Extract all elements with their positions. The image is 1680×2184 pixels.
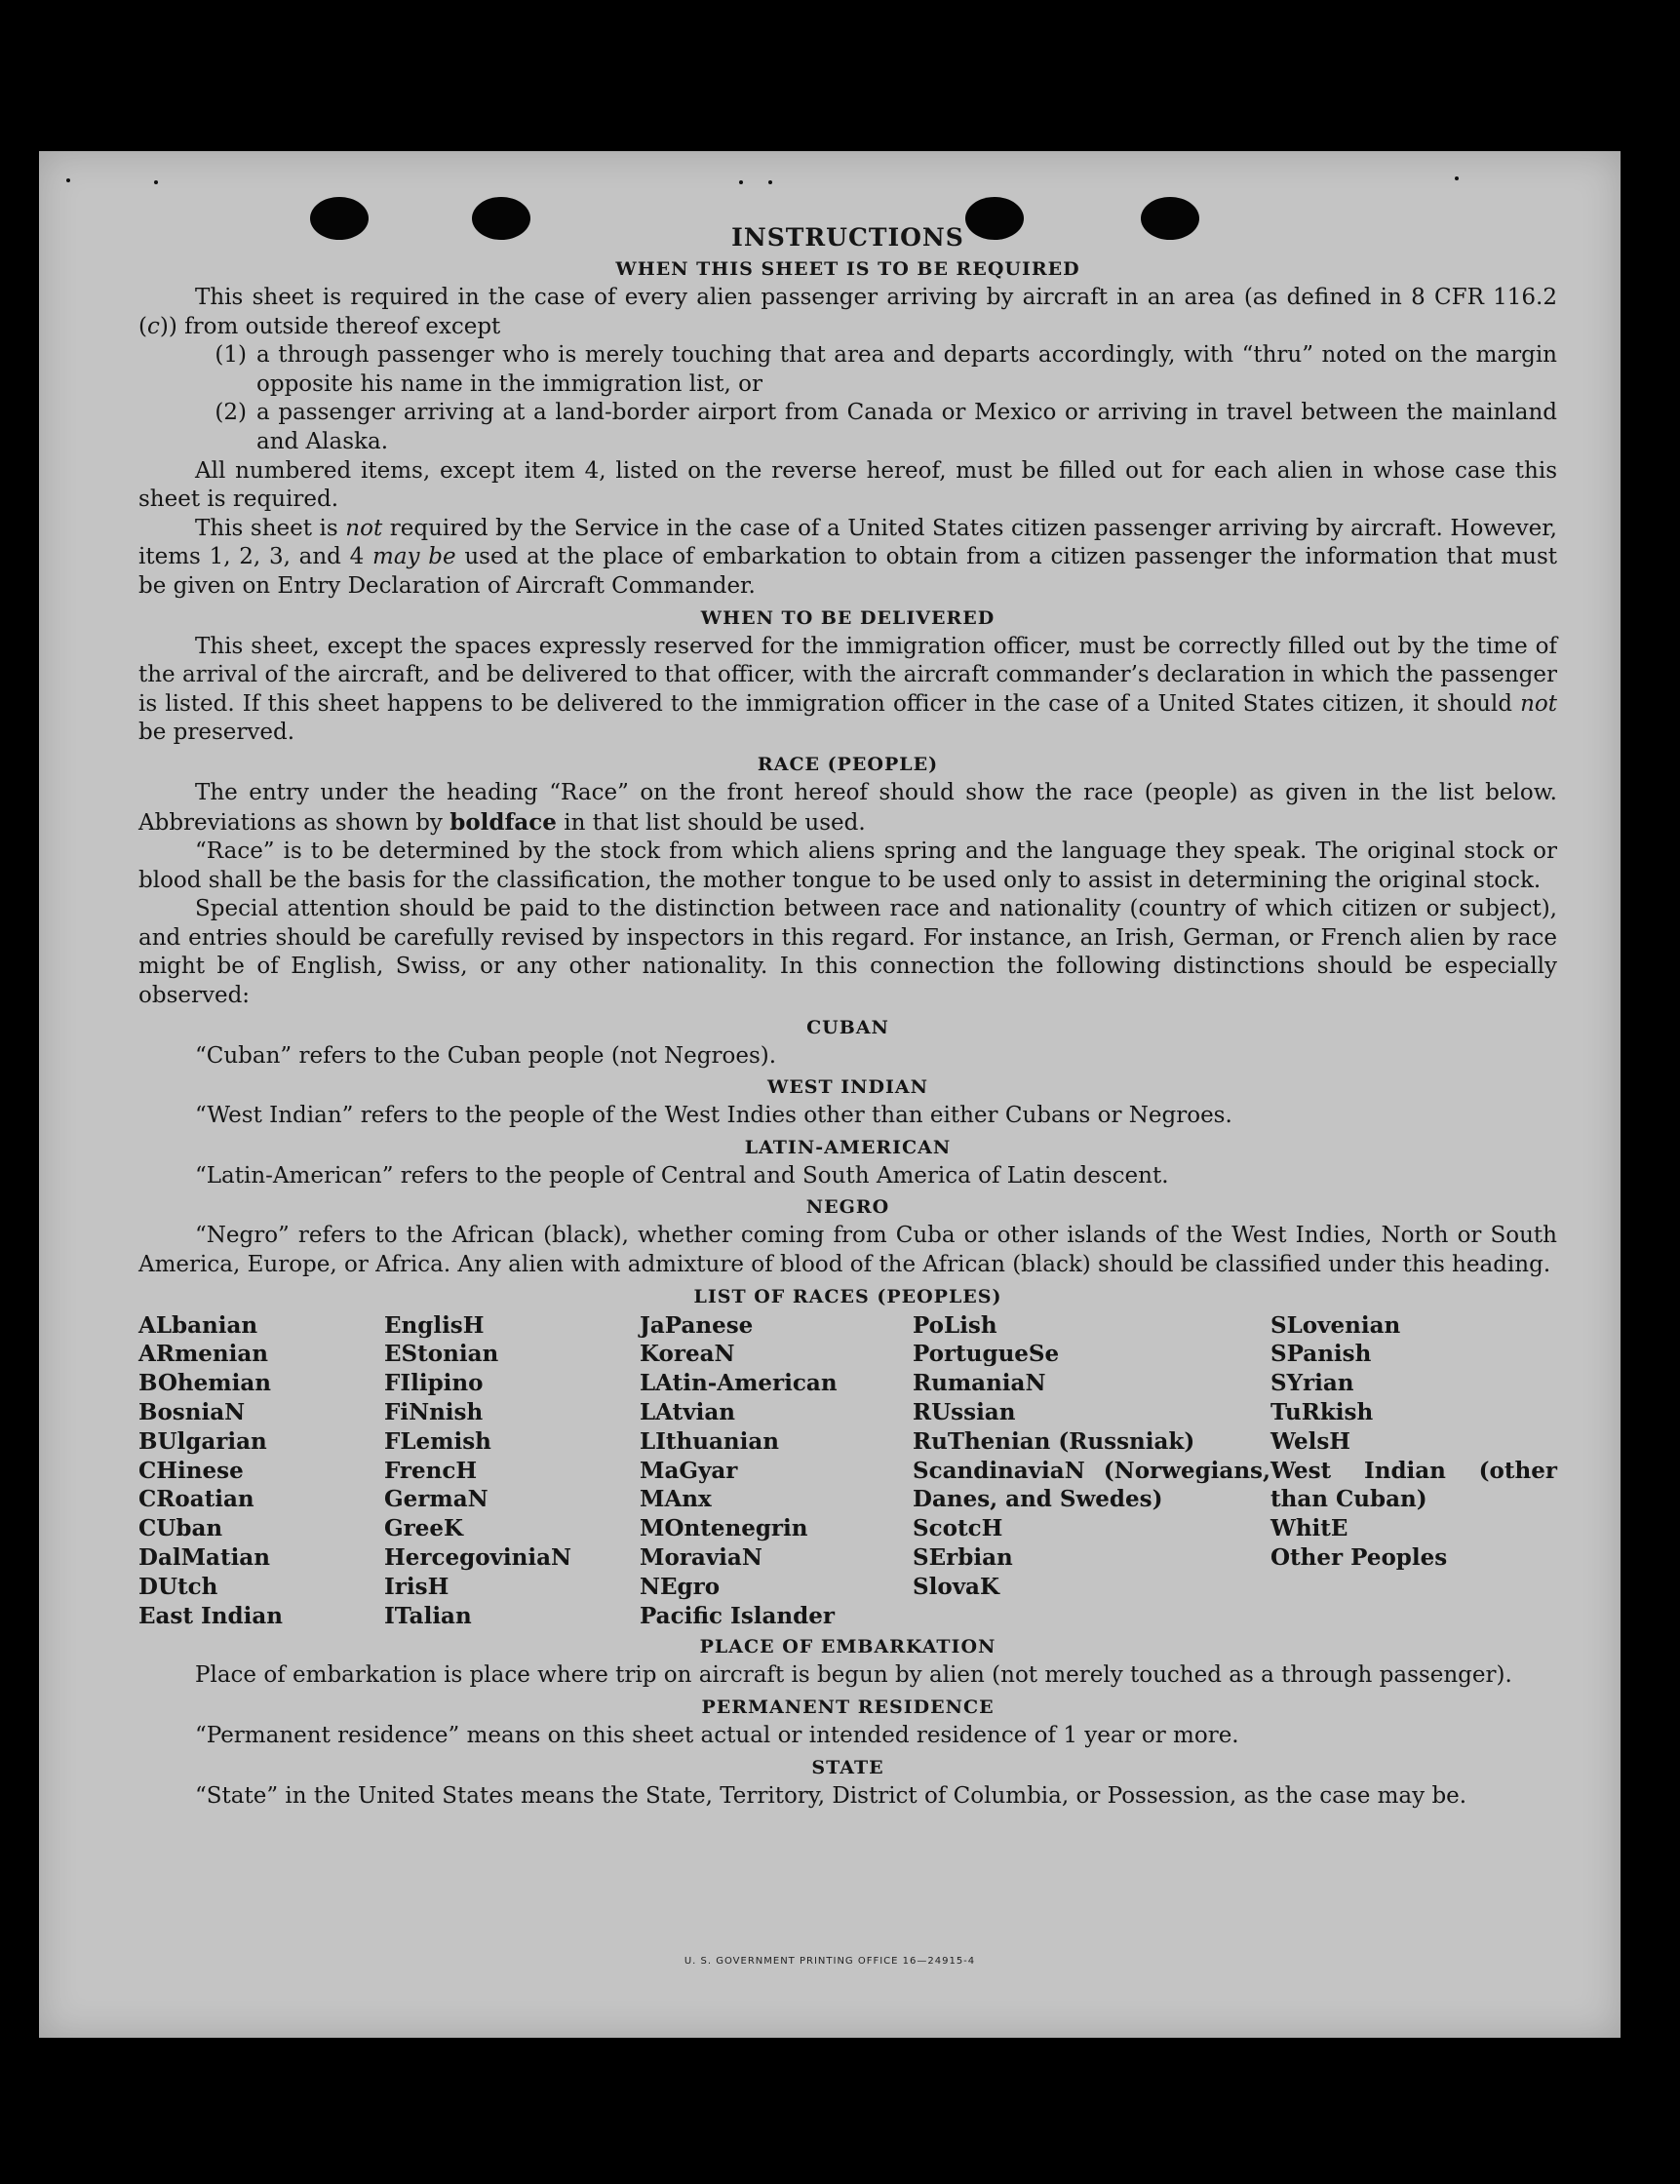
race-entry: FIlipino bbox=[384, 1370, 484, 1397]
speck bbox=[1455, 176, 1459, 180]
race-entry: IrisH bbox=[384, 1573, 449, 1600]
race-entry: BOhemian bbox=[138, 1370, 271, 1397]
paragraph-race-stock: “Race” is to be determined by the stock from which aliens spring and the language they speak. The original stock or blood shall be the basis for the classification, the mother tongue to be used only to assist in determining the original stock. bbox=[138, 838, 1557, 893]
race-entry: ALbanian bbox=[138, 1311, 258, 1339]
race-entry: CHinese bbox=[138, 1457, 244, 1484]
exception-item: (2) a passenger arriving at a land-border airport from Canada or Mexico or arriving in travel between the mainland and Alaska. bbox=[215, 400, 1557, 454]
instructions-text bbox=[138, 223, 1557, 1811]
race-entry: FiNnish bbox=[384, 1399, 484, 1426]
paragraph-citizen: This sheet is not required by the Service in the case of a United States citizen passenger arriving by aircraft. However, items 1, 2, 3, and 4 may be used at the place of embarkation to obtain from a citizen passenger the information that must be given on Entry Declaration of Aircraft Commander. bbox=[138, 515, 1558, 599]
race-entry: HercegoviniaN bbox=[384, 1544, 572, 1571]
paragraph-required: This sheet is required in the case of every alien passenger arriving by aircraft in an area (as defined in 8 CFR 116.2 (c)) from outside thereof except bbox=[138, 285, 1557, 339]
heading-negro: NEGRO bbox=[805, 1196, 890, 1219]
heading-when-delivered: WHEN TO BE DELIVERED bbox=[700, 606, 996, 629]
page-title: INSTRUCTIONS bbox=[731, 223, 964, 252]
race-entry: RumaniaN bbox=[913, 1370, 1046, 1397]
paragraph-embarkation: Place of embarkation is place where trip on aircraft is begun by alien (not merely touched as a through passenger). bbox=[195, 1662, 1512, 1689]
exception-item: (1) a through passenger who is merely touching that area and departs accordingly, with “thru” noted on the margin opposite his name in the immigration list, or bbox=[215, 342, 1557, 397]
race-entry: WhitE bbox=[1270, 1515, 1348, 1542]
heading-residence: PERMANENT RESIDENCE bbox=[701, 1696, 995, 1718]
race-entry: FrencH bbox=[384, 1457, 478, 1484]
speck bbox=[154, 180, 158, 184]
race-entry: ScandinaviaN (Norwegians, Danes, and Swedes) bbox=[913, 1457, 1270, 1513]
race-column bbox=[640, 1311, 913, 1631]
race-entry: MoraviaN bbox=[640, 1544, 762, 1571]
race-entry: GermaN bbox=[384, 1486, 488, 1513]
instruction-sheet bbox=[39, 151, 1621, 2038]
heading-latin-american: LATIN-AMERICAN bbox=[744, 1136, 952, 1158]
paragraph-state: “State” in the United States means the State, Territory, District of Columbia, or Possession, as the case may be. bbox=[195, 1782, 1467, 1809]
race-entry: RuThenian (Russniak) bbox=[913, 1427, 1195, 1455]
race-entry: RUssian bbox=[913, 1399, 1016, 1426]
paragraph-residence: “Permanent residence” means on this sheet actual or intended residence of 1 year or more. bbox=[195, 1722, 1239, 1748]
race-entry: ARmenian bbox=[138, 1341, 269, 1368]
race-entry: GreeK bbox=[384, 1515, 464, 1542]
heading-race: RACE (PEOPLE) bbox=[757, 753, 939, 775]
race-list bbox=[138, 1311, 1557, 1631]
race-entry: MAnx bbox=[640, 1486, 712, 1513]
race-entry: MOntenegrin bbox=[640, 1515, 808, 1542]
race-entry: TuRkish bbox=[1270, 1399, 1374, 1426]
paragraph-delivered: This sheet, except the spaces expressly reserved for the immigration officer, must be correctly filled out by the time of the arrival of the aircraft, and be delivered to that officer, with the aircraft commander’s declaration in which the passenger is listed. If this sheet happens to be delivered to the immigration officer in the case of a United States citizen, it should not be preserved. bbox=[138, 633, 1557, 746]
paragraph-west-indian: “West Indian” refers to the people of the West Indies other than either Cubans or Negroes. bbox=[195, 1103, 1232, 1129]
race-entry: PoLish bbox=[913, 1311, 997, 1339]
race-entry: LIthuanian bbox=[640, 1427, 779, 1455]
race-entry: SlovaK bbox=[913, 1573, 999, 1600]
race-entry: SPanish bbox=[1270, 1341, 1372, 1368]
paragraph-numbered-items: All numbered items, except item 4, listed on the reverse hereof, must be filled out for each alien in whose case this sheet is required. bbox=[138, 457, 1557, 513]
race-entry: East Indian bbox=[138, 1602, 283, 1629]
race-entry: NEgro bbox=[640, 1573, 721, 1600]
race-entry: West Indian (other than Cuban) bbox=[1270, 1457, 1557, 1513]
heading-embarkation: PLACE OF EMBARKATION bbox=[699, 1636, 996, 1658]
race-entry: SYrian bbox=[1270, 1370, 1354, 1397]
race-column bbox=[1270, 1311, 1557, 1631]
speck bbox=[66, 178, 70, 182]
race-column bbox=[138, 1311, 384, 1631]
printer-imprint: U. S. GOVERNMENT PRINTING OFFICE 16—24915-4 bbox=[684, 1956, 976, 1967]
paragraph-latin-american: “Latin-American” refers to the people of Central and South America of Latin descent. bbox=[195, 1162, 1169, 1189]
race-entry: MaGyar bbox=[640, 1457, 738, 1484]
heading-when-required: WHEN THIS SHEET IS TO BE REQUIRED bbox=[615, 258, 1080, 280]
race-column bbox=[384, 1311, 640, 1631]
race-entry: DUtch bbox=[138, 1573, 218, 1600]
race-entry: FLemish bbox=[384, 1427, 491, 1455]
race-entry: JaPanese bbox=[640, 1311, 754, 1339]
paragraph-cuban: “Cuban” refers to the Cuban people (not Negroes). bbox=[195, 1042, 777, 1069]
heading-cuban: CUBAN bbox=[806, 1016, 889, 1038]
race-entry: KoreaN bbox=[640, 1341, 735, 1368]
speck bbox=[768, 180, 772, 184]
race-entry: PortugueSe bbox=[913, 1341, 1060, 1368]
paragraph-race-entry: The entry under the heading “Race” on the front hereof should show the race (people) as given in the list below. Abbreviations as shown by boldface in that list should be used. bbox=[138, 779, 1557, 836]
race-entry: EStonian bbox=[384, 1341, 499, 1368]
race-entry: ScotcH bbox=[913, 1515, 1003, 1542]
heading-west-indian: WEST INDIAN bbox=[766, 1076, 929, 1099]
race-entry: DalMatian bbox=[138, 1544, 270, 1571]
race-entry: LAtin-American bbox=[640, 1370, 838, 1397]
race-entry: CUban bbox=[138, 1515, 223, 1542]
race-column bbox=[913, 1311, 1270, 1631]
race-entry: SErbian bbox=[913, 1544, 1013, 1571]
race-entry: ITalian bbox=[384, 1602, 472, 1629]
race-entry: EnglisH bbox=[384, 1311, 485, 1339]
paragraph-race-nationality: Special attention should be paid to the distinction between race and nationality (country of which citizen or subject), and entries should be carefully revised by inspectors in this regard. For instance, an Irish, German, or French alien by race might be of English, Swiss, or any other nationality. In this connection the following distinctions should be especially observed: bbox=[138, 896, 1557, 1009]
heading-list-of-races: LIST OF RACES (PEOPLES) bbox=[693, 1285, 1002, 1307]
race-entry: BUlgarian bbox=[138, 1427, 267, 1455]
race-entry: Pacific Islander bbox=[640, 1602, 835, 1629]
race-entry: WelsH bbox=[1270, 1427, 1351, 1455]
race-entry: SLovenian bbox=[1270, 1311, 1401, 1339]
race-entry: Other Peoples bbox=[1270, 1544, 1448, 1571]
race-entry: LAtvian bbox=[640, 1399, 735, 1426]
race-entry: BosniaN bbox=[138, 1399, 246, 1426]
speck bbox=[739, 180, 743, 184]
race-entry: CRoatian bbox=[138, 1486, 254, 1513]
heading-state: STATE bbox=[811, 1756, 884, 1778]
paragraph-negro: “Negro” refers to the African (black), whether coming from Cuba or other islands of the West Indies, North or South America, Europe, or Africa. Any alien with admixture of blood of the African (black) should be classified under this heading. bbox=[138, 1223, 1557, 1278]
